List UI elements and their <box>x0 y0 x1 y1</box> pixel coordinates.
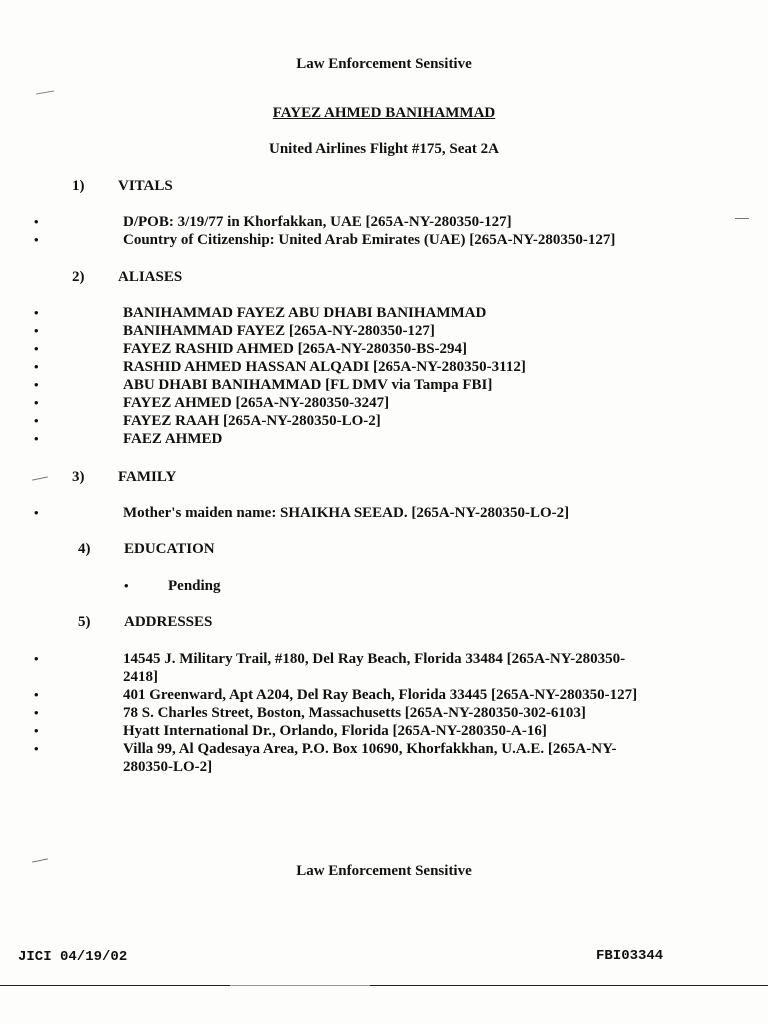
scan-speck <box>735 218 749 219</box>
header-classification: Law Enforcement Sensitive <box>296 56 472 72</box>
section-number: 2) <box>72 269 85 285</box>
section-number: 1) <box>72 178 85 194</box>
bullet: • <box>34 323 39 338</box>
bullet: • <box>34 341 39 356</box>
list-item-line: 401 Greenward, Apt A204, Del Ray Beach, Florida 33445 [265A-NY-280350-127] <box>123 687 638 703</box>
list-item: RASHID AHMED HASSAN ALQADI [265A-NY-280350-3112] <box>123 359 526 375</box>
footer-right-code: FBI03344 <box>596 948 664 964</box>
list-item: Country of Citizenship: United Arab Emirates (UAE) [265A-NY-280350-127] <box>123 232 616 248</box>
bullet: • <box>34 723 39 738</box>
bullet: • <box>34 232 39 247</box>
list-item-line: 14545 J. Military Trail, #180, Del Ray Beach, Florida 33484 [265A-NY-280350- <box>123 651 626 667</box>
flight-info: United Airlines Flight #175, Seat 2A <box>268 141 499 157</box>
section-title-family: FAMILY <box>118 469 177 485</box>
bullet: • <box>34 687 39 702</box>
section-title-addresses: ADDRESSES <box>124 614 213 630</box>
scan-speck <box>36 90 54 94</box>
section-number: 4) <box>78 541 91 557</box>
footer-classification: Law Enforcement Sensitive <box>296 863 472 879</box>
list-item: FAYEZ RASHID AHMED [265A-NY-280350-BS-294] <box>123 341 468 357</box>
footer-left-code: JICI 04/19/02 <box>18 949 128 965</box>
bottom-rule <box>0 985 768 986</box>
list-item: D/POB: 3/19/77 in Khorfakkan, UAE [265A-NY-280350-127] <box>123 214 512 230</box>
section-title-education: EDUCATION <box>124 541 215 557</box>
bullet: • <box>34 359 39 374</box>
list-item-line: Villa 99, Al Qadesaya Area, P.O. Box 10690, Khorfakkhan, U.A.E. [265A-NY- <box>123 741 617 757</box>
section-title-vitals: VITALS <box>118 178 173 194</box>
bullet: • <box>34 651 39 666</box>
bullet: • <box>34 395 39 410</box>
list-item: BANIHAMMAD FAYEZ [265A-NY-280350-127] <box>123 323 435 339</box>
list-item-line: Hyatt International Dr., Orlando, Florida [265A-NY-280350-A-16] <box>123 723 547 739</box>
list-item: Pending <box>168 578 221 594</box>
bullet: • <box>34 505 39 520</box>
list-item: ABU DHABI BANIHAMMAD [FL DMV via Tampa FBI] <box>123 377 493 393</box>
list-item: BANIHAMMAD FAYEZ ABU DHABI BANIHAMMAD <box>123 305 487 321</box>
list-item: FAYEZ RAAH [265A-NY-280350-LO-2] <box>123 413 381 429</box>
list-item-line: 2418] <box>123 669 158 685</box>
list-item: Mother's maiden name: SHAIKHA SEEAD. [265A-NY-280350-LO-2] <box>123 505 570 521</box>
list-item-line: 280350-LO-2] <box>123 759 213 775</box>
section-number: 3) <box>72 469 85 485</box>
bullet: • <box>34 705 39 720</box>
bullet: • <box>34 431 39 446</box>
section-title-aliases: ALIASES <box>118 269 183 285</box>
bullet: • <box>124 578 129 593</box>
bullet: • <box>34 305 39 320</box>
subject-name: FAYEZ AHMED BANIHAMMAD <box>272 105 496 121</box>
scan-speck <box>230 985 370 986</box>
scan-speck <box>32 476 48 480</box>
bullet: • <box>34 413 39 428</box>
bullet: • <box>34 214 39 229</box>
list-item: FAYEZ AHMED [265A-NY-280350-3247] <box>123 395 390 411</box>
list-item-line: 78 S. Charles Street, Boston, Massachusetts [265A-NY-280350-302-6103] <box>123 705 586 721</box>
bullet: • <box>34 377 39 392</box>
section-number: 5) <box>78 614 91 630</box>
bullet: • <box>34 741 39 756</box>
list-item: FAEZ AHMED <box>123 431 223 447</box>
